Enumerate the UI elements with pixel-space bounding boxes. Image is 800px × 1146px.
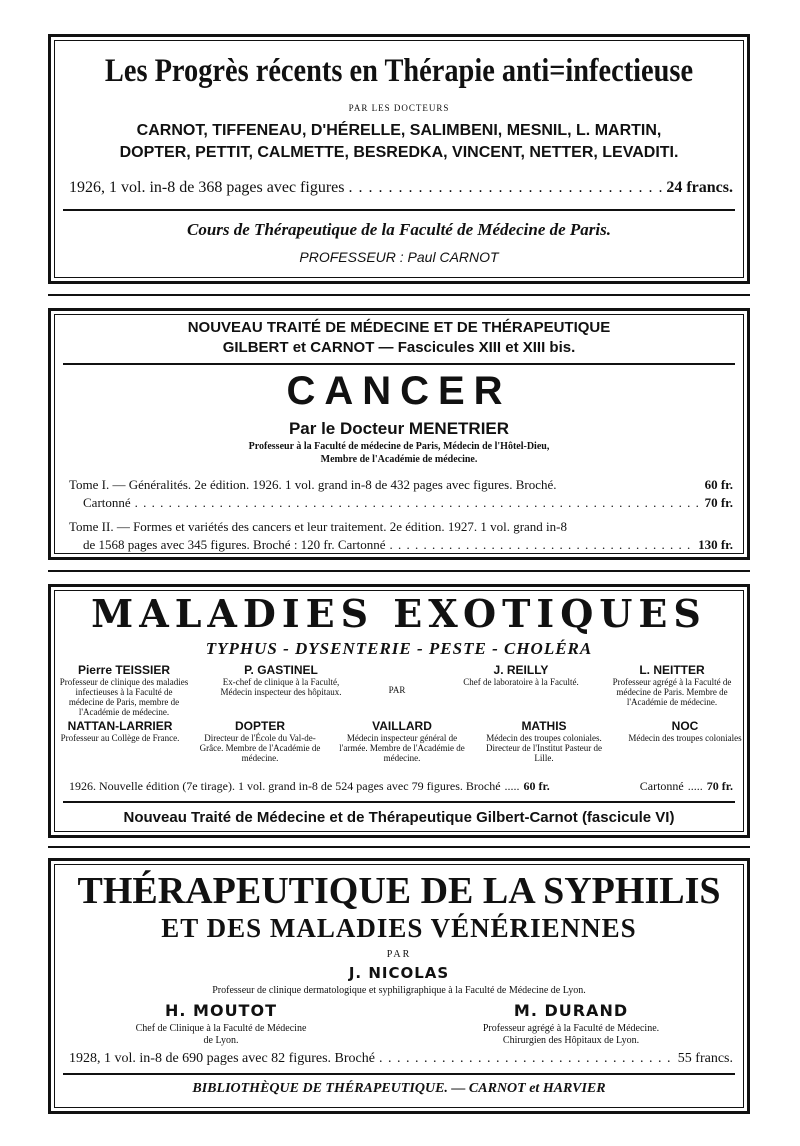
author-name: DOPTER <box>234 719 285 733</box>
ad2-dot-leader-2 <box>390 537 695 553</box>
ad4-author-desc: Professeur de clinique dermatologique et syphiligraphique à la Faculté de Médecine de Lyon. <box>212 985 586 996</box>
ad3-author-neitter <box>599 663 745 707</box>
author-name: NOC <box>671 719 699 733</box>
ad4-divider <box>63 1073 735 1075</box>
ad4-par: PAR <box>386 949 412 960</box>
ad4-dot-leader <box>379 1051 674 1067</box>
ad3-author-nattan-larrier <box>57 719 183 743</box>
ad2-affiliation2: Membre de l'Académie de médecine. <box>320 454 478 465</box>
ad2-tome1-price: 60 fr. <box>704 477 733 492</box>
author-name: VAILLARD <box>372 719 432 733</box>
author-description: Médecin des troupes coloniales. Directeur de l'Institut Pasteur de Lille. <box>485 733 603 763</box>
author-name: Pierre TEISSIER <box>77 663 171 677</box>
ad2-tome1-cart-line <box>83 495 733 511</box>
ad1-professor: PROFESSEUR : Paul CARNOT <box>299 249 499 265</box>
ad3-author-mathis <box>477 719 611 763</box>
ad3-cart-label: Cartonné <box>639 779 684 793</box>
ad4-title2: ET DES MALADIES VÉNÉRIENNES <box>161 913 637 943</box>
ad1-dot-leader <box>348 179 662 197</box>
author-description: Médecin des troupes coloniales <box>628 733 742 743</box>
ad-progres-therapie <box>48 34 750 284</box>
ad4-price: 55 francs. <box>677 1051 733 1066</box>
ad3-subtitle: TYPHUS - DYSENTERIE - PESTE - CHOLÉRA <box>205 639 593 658</box>
ad3-author-reilly <box>461 663 581 687</box>
ad3-dots-2: ..... <box>687 779 703 793</box>
ad1-title: Les Progrès récents en Thérapie anti=infectieuse <box>104 53 694 89</box>
author-description: Chef de laboratoire à la Faculté. <box>463 677 579 687</box>
author-description: Directeur de l'École du Val-de-Grâce. Membre de l'Académie de médecine. <box>199 733 321 763</box>
ad3-author-vaillard <box>339 719 465 763</box>
ad-cancer <box>48 308 750 560</box>
author-name: NATTAN-LARRIER <box>67 719 173 733</box>
ad3-edition: 1926. Nouvelle édition (7e tirage). 1 vol. grand in-8 de 524 pages avec 79 figures. Broché <box>69 779 501 793</box>
separator-rule <box>48 294 750 296</box>
ad1-series: Cours de Thérapeutique de la Faculté de Médecine de Paris. <box>186 220 612 239</box>
ad4-author: J. NICOLAS <box>348 964 450 982</box>
ad2-header1: NOUVEAU TRAITÉ DE MÉDECINE ET DE THÉRAPEUTIQUE <box>187 319 611 336</box>
ad2-tome1-cart-price: 70 fr. <box>704 495 733 510</box>
ad1-authors-line2: DOPTER, PETTIT, CALMETTE, BESREDKA, VINCENT, NETTER, LEVADITI. <box>119 144 679 161</box>
ad4-series: BIBLIOTHÈQUE DE THÉRAPEUTIQUE. — CARNOT et HARVIER <box>192 1081 606 1096</box>
ad2-tome2-text2: de 1568 pages avec 345 figures. Broché : 120 fr. Cartonné <box>83 537 386 552</box>
separator-rule <box>48 846 750 848</box>
ad2-tome1-line <box>69 477 733 493</box>
ad3-edition-line <box>69 779 733 794</box>
ad3-author-teissier <box>59 663 189 717</box>
ad4-coauthor2-desc1: Professeur agrégé à la Faculté de Médecine. <box>482 1023 660 1034</box>
ad1-edition: 1926, 1 vol. in-8 de 368 pages avec figures <box>69 179 345 196</box>
ad1-authors-line1: CARNOT, TIFFENEAU, D'HÉRELLE, SALIMBENI, MESNIL, L. MARTIN, <box>136 122 662 139</box>
author-description: Ex-chef de clinique à la Faculté, Médecin inspecteur des hôpitaux. <box>220 677 342 697</box>
ad-maladies-exotiques <box>48 584 750 838</box>
ad3-dots-1: ..... <box>504 779 520 793</box>
ad1-by-line: PAR LES DOCTEURS <box>348 103 450 113</box>
ad4-title1: THÉRAPEUTIQUE DE LA SYPHILIS <box>77 870 721 912</box>
ad3-price-cart: 70 fr. <box>706 779 733 793</box>
ad4-coauthor1-desc2: de Lyon. <box>203 1035 239 1046</box>
ad2-tome2-text1: Tome II. — Formes et variétés des cancers et leur traitement. 2e édition. 1927. 1 vol. grand in-8 <box>69 519 567 534</box>
ad2-tome2-price: 130 fr. <box>698 537 733 552</box>
ad4-coauthor1-desc1: Chef de Clinique à la Faculté de Médecine <box>135 1023 307 1034</box>
ad2-title: CANCER <box>286 369 512 413</box>
ad2-tome1: Tome I. — Généralités. 2e édition. 1926. 1 vol. grand in-8 de 432 pages avec figures. Broché. <box>69 477 557 492</box>
ad2-author: Par le Docteur MENETRIER <box>288 419 510 438</box>
ad-therapeutique-syphilis <box>48 858 750 1114</box>
ad4-edition-line <box>69 1051 733 1067</box>
ad4-coauthor1: H. MOUTOT <box>165 1001 277 1020</box>
ad1-edition-line <box>69 179 733 197</box>
ad2-header2: GILBERT et CARNOT — Fascicules XIII et XIII bis. <box>222 339 576 356</box>
author-name: J. REILLY <box>493 663 549 677</box>
ad3-author-gastinel <box>211 663 351 697</box>
ad1-price: 24 francs. <box>666 179 733 196</box>
author-description: Professeur de clinique des maladies infectieuses à la Faculté de médecine de Paris, membre de l'Académie de médecine. <box>59 677 189 717</box>
ad3-par: PAR <box>388 685 406 695</box>
ad3-title: MALADIES EXOTIQUES <box>91 591 707 636</box>
separator-rule <box>48 570 750 572</box>
ad2-affiliation1: Professeur à la Faculté de médecine de Paris, Médecin de l'Hôtel-Dieu, <box>248 441 550 452</box>
ad3-author-dopter <box>195 719 325 763</box>
author-description: Professeur agrégé à la Faculté de médecine de Paris. Membre de l'Académie de médecine. <box>612 677 732 707</box>
ad3-divider <box>63 801 735 803</box>
ad1-divider <box>63 209 735 211</box>
author-name: L. NEITTER <box>639 663 705 677</box>
author-name: MATHIS <box>521 719 567 733</box>
ad3-price-broche: 60 fr. <box>523 779 550 793</box>
ad3-series: Nouveau Traité de Médecine et de Thérapeutique Gilbert-Carnot (fascicule VI) <box>123 809 675 826</box>
ad2-tome2-line1 <box>69 519 733 535</box>
author-description: Professeur au Collège de France. <box>60 733 180 743</box>
ad4-coauthor2: M. DURAND <box>513 1001 629 1020</box>
ad4-coauthor2-desc2: Chirurgien des Hôpitaux de Lyon. <box>502 1035 640 1046</box>
ad3-author-noc <box>625 719 745 743</box>
author-name: P. GASTINEL <box>244 663 318 677</box>
author-description: Médecin inspecteur général de l'armée. Membre de l'Académie de médecine. <box>339 733 465 763</box>
ad2-tome2-line2 <box>83 537 733 553</box>
ad2-dot-leader-1 <box>135 495 701 511</box>
ad2-divider <box>63 363 735 365</box>
ad2-tome1-cart: Cartonné <box>83 495 131 510</box>
ad4-edition: 1928, 1 vol. in-8 de 690 pages avec 82 figures. Broché <box>69 1051 375 1066</box>
